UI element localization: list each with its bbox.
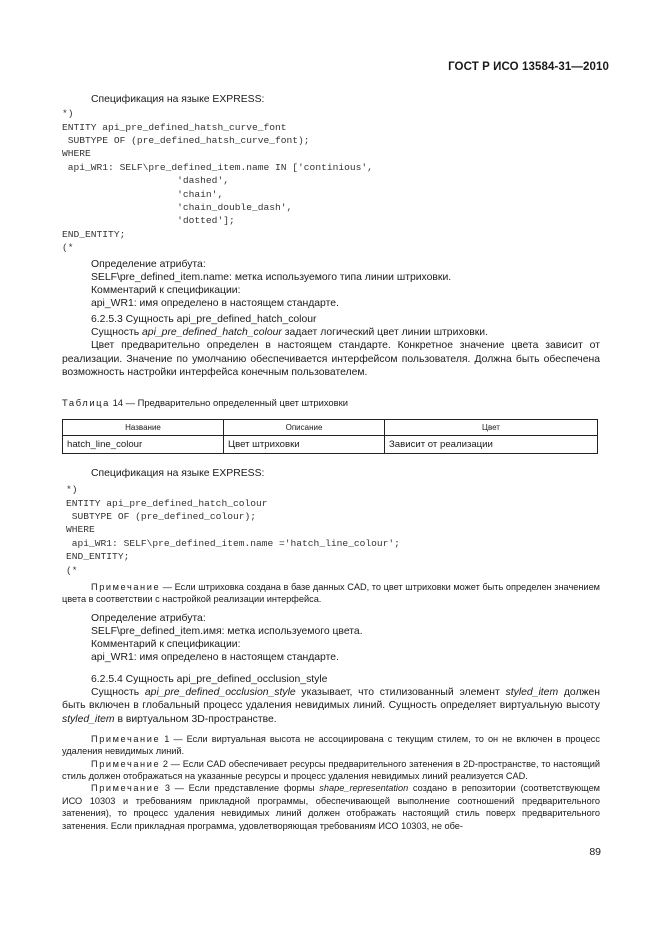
section-paragraph-1: Сущность api_pre_defined_occlusion_style указывает, что стилизованный элемент styled_item должен быть включен в глобальный процесс удаления невидимых линий. Сущность определяет виртуальную высоту styled_item в виртуальном 3D-пространстве. xyxy=(62,687,601,725)
table-14 xyxy=(62,396,600,454)
spec-title: Спецификация на языке EXPRESS: xyxy=(91,468,265,479)
comment-title: Комментарий к спецификации: xyxy=(91,639,241,651)
attribute-definition-title: Определение атрибута: xyxy=(91,612,206,624)
section-6-2-5-3 xyxy=(62,313,600,379)
note-2: Примечание 2 — Если CAD обеспечивает ресурсы предварительного затенения в 2D-пространстве, то настоящий стиль должен отображаться на указанные ресурсы и процесс удаления невидимых линий реализуется CAD. xyxy=(62,758,600,782)
express-code-1: *) ENTITY api_pre_defined_hatsh_curve_font SUBTYPE OF (pre_defined_hatsh_curve_font); WHERE api_WR1: SELF\pre_defined_item.name IN ['continious', 'dashed', 'chain', 'chain_double_dash', 'dotted']; END_ENTITY; (* xyxy=(62,108,373,254)
table-cell: hatch_line_colour xyxy=(63,436,224,454)
note: Примечание — Если штриховка создана в базе данных CAD, то цвет штриховки может быть определен значением цвета в соответствии с настройкой реализации интерфейса. xyxy=(62,582,600,605)
section-paragraph-1: Сущность api_pre_defined_hatch_colour задает логический цвет линии штриховки. xyxy=(91,327,489,339)
attribute-definition-title: Определение атрибута: xyxy=(91,258,206,270)
comment-line: api_WR1: имя определено в настоящем стандарте. xyxy=(91,652,339,664)
express-spec-block-1 xyxy=(62,93,600,310)
note-3: Примечание 3 — Если представление формы shape_representation создано в репозитории (соответствующем ИСО 10303 и требованиям прикладной программы, обеспечивающей выполнение соотношений предварительного затенения), то процесс удаления невидимых линий должен отображать настоящий стиль поверх предварительного затенения. Если прикладная программа, удовлетворяющая требованиям ИСО 10303, не обе- xyxy=(62,783,601,831)
color-table xyxy=(62,419,598,454)
attribute-definition-line: SELF\pre_defined_item.имя: метка используемого цвета. xyxy=(91,626,363,638)
attribute-definition-line: SELF\pre_defined_item.name: метка используемого типа линии штриховки. xyxy=(91,271,452,283)
comment-title: Комментарий к спецификации: xyxy=(91,285,241,297)
section-paragraph-2: Цвет предварительно определен в настоящем стандарте. Конкретное значение цвета зависит от реализации. Значение по умолчанию обеспечивается интерфейсом пользователя. Должна быть обеспечена возможность настройки интерфейса конечным пользователем. xyxy=(62,340,600,378)
column-header: Цвет xyxy=(385,420,598,436)
table-header-row xyxy=(63,420,598,436)
note-1: Примечание 1 — Если виртуальная высота не ассоциирована с текущим стилем, то он не включен в процесс удаления невидимых линий. xyxy=(62,733,600,757)
column-header: Описание xyxy=(224,420,385,436)
section-6-2-5-4 xyxy=(62,673,600,832)
page-number: 89 xyxy=(589,846,601,858)
table-row xyxy=(63,436,598,454)
table-cell: Зависит от реализации xyxy=(385,436,598,454)
column-header: Название xyxy=(63,420,224,436)
express-code-2: *) ENTITY api_pre_defined_hatch_colour SUBTYPE OF (pre_defined_colour); WHERE api_WR1: SELF\pre_defined_item.name ='hatch_line_colour'; END_ENTITY; (* xyxy=(66,484,400,576)
section-heading: 6.2.5.4 Сущность api_pre_defined_occlusion_style xyxy=(91,674,328,685)
table-cell: Цвет штриховки xyxy=(224,436,385,454)
standard-header: ГОСТ Р ИСО 13584-31—2010 xyxy=(448,61,609,73)
section-heading: 6.2.5.3 Сущность api_pre_defined_hatch_colour xyxy=(91,314,317,325)
comment-line: api_WR1: имя определено в настоящем стандарте. xyxy=(91,298,339,310)
express-spec-block-2 xyxy=(62,467,600,665)
spec-title: Спецификация на языке EXPRESS: xyxy=(91,94,265,105)
table-caption: Таблица 14 — Предварительно определенный цвет штриховки xyxy=(62,397,348,408)
